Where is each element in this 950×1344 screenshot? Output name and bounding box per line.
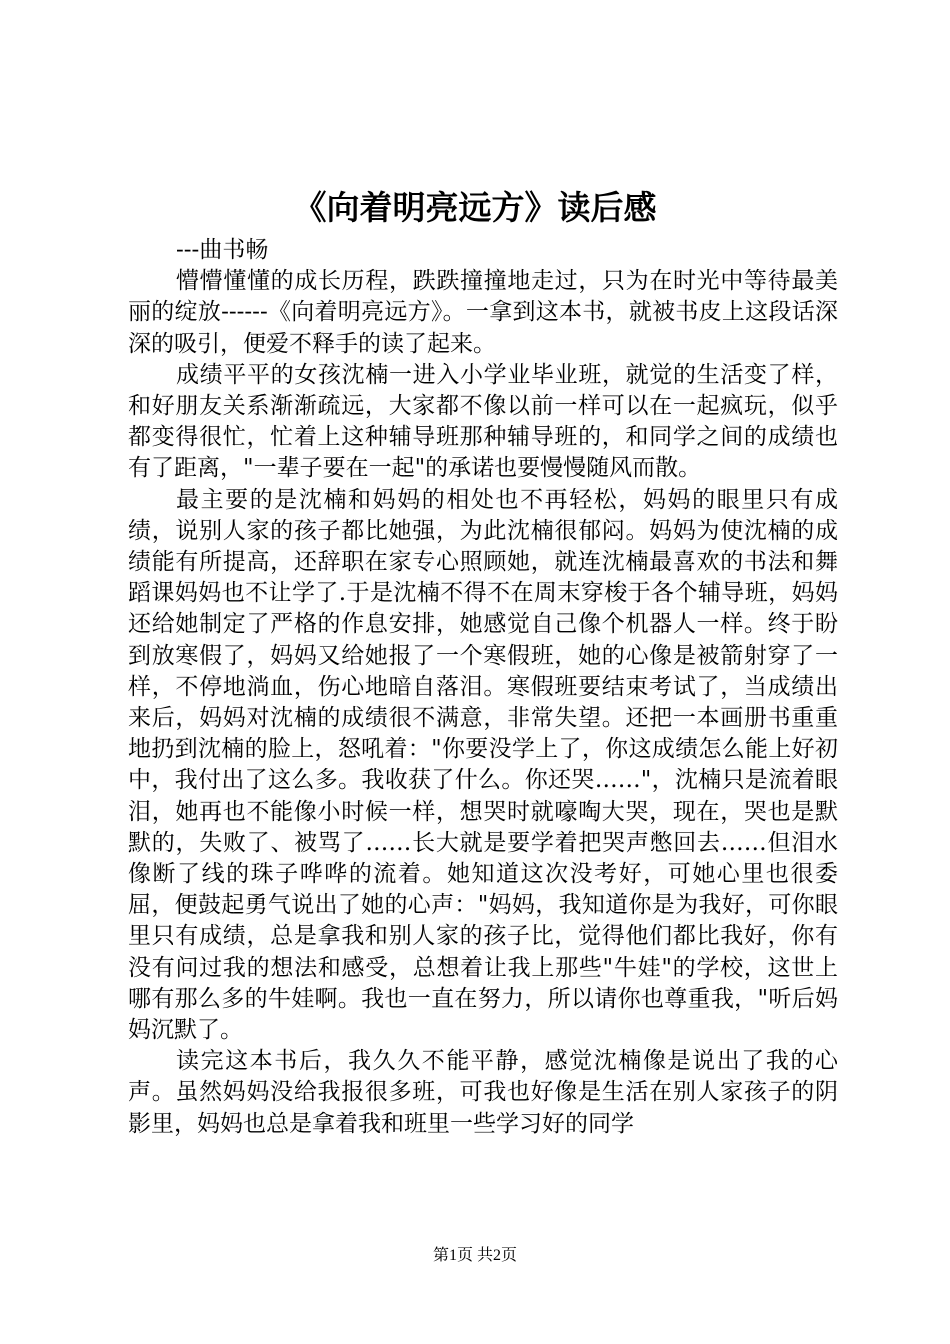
author-line: ---曲书畅: [176, 237, 269, 263]
paragraph-4: 读完这本书后，我久久不能平静，感觉沈楠像是说出了我的心声。虽然妈妈没给我报很多班，可我也好像是生活在别人家孩子的阴影里，妈妈也总是拿着我和班里一些学习好的同学: [128, 1048, 838, 1137]
page-footer: 第1页 共2页: [432, 1247, 517, 1264]
paragraph-3: 最主要的是沈楠和妈妈的相处也不再轻松，妈妈的眼里只有成绩，说别人家的孩子都比她强，为此沈楠很郁闷。妈妈为使沈楠的成绩能有所提高，还辞职在家专心照顾她，就连沈楠最喜欢的书法和舞蹈课妈妈也不让学了.于是沈楠不得不在周末穿梭于各个辅导班，妈妈还给她制定了严格的作息安排，她感觉自己像个机器人一样。终于盼到放寒假了，妈妈又给她报了一个寒假班，她的心像是被箭射穿了一样，不停地淌血，伤心地暗自落泪。寒假班要结束考试了，当成绩出来后，妈妈对沈楠的成绩很不满意，非常失望。还把一本画册书重重地扔到沈楠的脸上，怒吼着："你要没学上了，你这成绩怎么能上好初中，我付出了这么多。我收获了什么。你还哭……"，沈楠只是流着眼泪，她再也不能像小时候一样，想哭时就嚎啕大哭，现在，哭也是默默的，失败了、被骂了……长大就是要学着把哭声憋回去……但泪水像断了线的珠子哗哗的流着。她知道这次没考好，可她心里也很委屈，便鼓起勇气说出了她的心声："妈妈，我知道你是为我好，可你眼里只有成绩，总是拿我和别人家的孩子比，觉得他们都比我好，你有没有问过我的想法和感受，总想着让我上那些"牛娃"的学校，这世上哪有那么多的牛娃啊。我也一直在努力，所以请你也尊重我，"听后妈妈沉默了。: [128, 486, 838, 1044]
document-body: [128, 235, 838, 1140]
document-title: 《向着明亮远方》读后感: [293, 188, 657, 227]
paragraph-1: 懵懵懂懂的成长历程，跌跌撞撞地走过，只为在时光中等待最美丽的绽放------《向着明亮远方》。一拿到这本书，就被书皮上这段话深深的吸引，便爱不释手的读了起来。: [128, 268, 838, 357]
paragraph-2: 成绩平平的女孩沈楠一进入小学业毕业班，就觉的生活变了样，和好朋友关系渐渐疏远，大家都不像以前一样可以在一起疯玩，似乎都变得很忙，忙着上这种辅导班那种辅导班的，和同学之间的成绩也有了距离，"一辈子要在一起"的承诺也要慢慢随风而散。: [128, 361, 838, 482]
